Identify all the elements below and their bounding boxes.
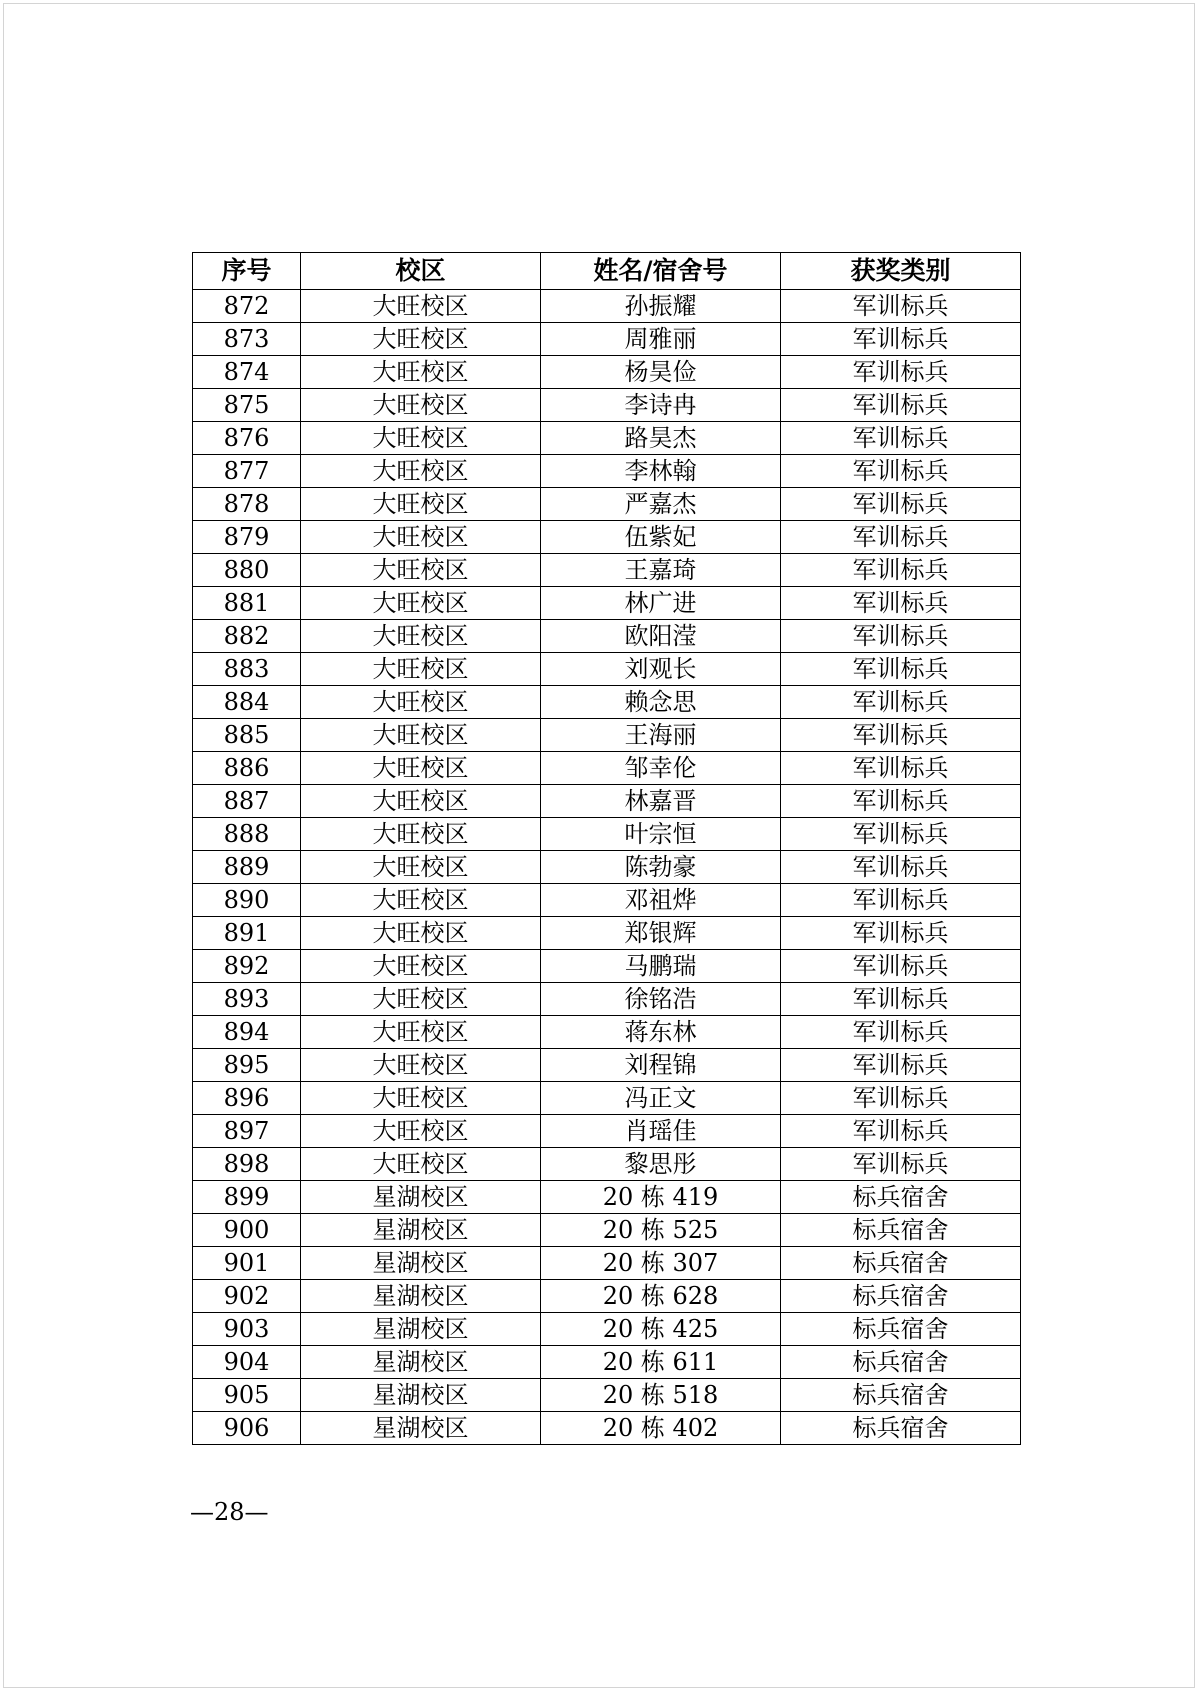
cell-name-dorm: 陈勃豪 bbox=[541, 851, 781, 884]
cell-award-category: 标兵宿舍 bbox=[781, 1379, 1021, 1412]
cell-name-dorm: 马鹏瑞 bbox=[541, 950, 781, 983]
header-campus: 校区 bbox=[301, 253, 541, 290]
cell-award-category: 军训标兵 bbox=[781, 356, 1021, 389]
cell-name-dorm: 郑银辉 bbox=[541, 917, 781, 950]
table-row bbox=[193, 521, 1021, 554]
table-row bbox=[193, 389, 1021, 422]
cell-name-dorm: 20 栋 307 bbox=[541, 1247, 781, 1280]
cell-award-category: 军训标兵 bbox=[781, 917, 1021, 950]
cell-name-dorm: 伍紫妃 bbox=[541, 521, 781, 554]
cell-award-category: 标兵宿舍 bbox=[781, 1181, 1021, 1214]
cell-award-category: 军训标兵 bbox=[781, 719, 1021, 752]
cell-campus: 大旺校区 bbox=[301, 917, 541, 950]
cell-name-dorm: 邹幸伦 bbox=[541, 752, 781, 785]
table-row bbox=[193, 1049, 1021, 1082]
cell-seq: 898 bbox=[193, 1148, 301, 1181]
cell-name-dorm: 欧阳滢 bbox=[541, 620, 781, 653]
table-row bbox=[193, 917, 1021, 950]
cell-name-dorm: 刘观长 bbox=[541, 653, 781, 686]
cell-campus: 大旺校区 bbox=[301, 356, 541, 389]
table-row bbox=[193, 290, 1021, 323]
cell-name-dorm: 李林翰 bbox=[541, 455, 781, 488]
cell-campus: 大旺校区 bbox=[301, 1115, 541, 1148]
cell-campus: 大旺校区 bbox=[301, 554, 541, 587]
cell-campus: 大旺校区 bbox=[301, 785, 541, 818]
page-number: —28— bbox=[190, 1498, 269, 1526]
table-row bbox=[193, 1148, 1021, 1181]
cell-seq: 889 bbox=[193, 851, 301, 884]
cell-seq: 875 bbox=[193, 389, 301, 422]
cell-seq: 884 bbox=[193, 686, 301, 719]
cell-name-dorm: 20 栋 402 bbox=[541, 1412, 781, 1445]
cell-campus: 星湖校区 bbox=[301, 1346, 541, 1379]
cell-seq: 890 bbox=[193, 884, 301, 917]
table-row bbox=[193, 653, 1021, 686]
cell-seq: 895 bbox=[193, 1049, 301, 1082]
cell-seq: 873 bbox=[193, 323, 301, 356]
cell-award-category: 军训标兵 bbox=[781, 1115, 1021, 1148]
cell-name-dorm: 路昊杰 bbox=[541, 422, 781, 455]
cell-seq: 892 bbox=[193, 950, 301, 983]
cell-campus: 大旺校区 bbox=[301, 422, 541, 455]
cell-campus: 大旺校区 bbox=[301, 620, 541, 653]
cell-seq: 904 bbox=[193, 1346, 301, 1379]
cell-award-category: 标兵宿舍 bbox=[781, 1313, 1021, 1346]
table-row bbox=[193, 1280, 1021, 1313]
cell-award-category: 军训标兵 bbox=[781, 785, 1021, 818]
cell-award-category: 军训标兵 bbox=[781, 1016, 1021, 1049]
cell-campus: 大旺校区 bbox=[301, 455, 541, 488]
cell-award-category: 军训标兵 bbox=[781, 950, 1021, 983]
table-row bbox=[193, 818, 1021, 851]
cell-campus: 大旺校区 bbox=[301, 983, 541, 1016]
cell-campus: 大旺校区 bbox=[301, 950, 541, 983]
header-award-category: 获奖类别 bbox=[781, 253, 1021, 290]
cell-seq: 903 bbox=[193, 1313, 301, 1346]
header-seq: 序号 bbox=[193, 253, 301, 290]
cell-award-category: 军训标兵 bbox=[781, 686, 1021, 719]
cell-campus: 大旺校区 bbox=[301, 1082, 541, 1115]
table-row bbox=[193, 356, 1021, 389]
cell-seq: 886 bbox=[193, 752, 301, 785]
cell-seq: 881 bbox=[193, 587, 301, 620]
cell-award-category: 军训标兵 bbox=[781, 818, 1021, 851]
cell-seq: 880 bbox=[193, 554, 301, 587]
cell-name-dorm: 肖瑶佳 bbox=[541, 1115, 781, 1148]
cell-seq: 902 bbox=[193, 1280, 301, 1313]
table-row bbox=[193, 488, 1021, 521]
table-row bbox=[193, 1016, 1021, 1049]
cell-award-category: 军训标兵 bbox=[781, 290, 1021, 323]
table-row bbox=[193, 686, 1021, 719]
table-row bbox=[193, 950, 1021, 983]
table-row bbox=[193, 785, 1021, 818]
table-row bbox=[193, 1313, 1021, 1346]
cell-name-dorm: 孙振耀 bbox=[541, 290, 781, 323]
cell-award-category: 标兵宿舍 bbox=[781, 1280, 1021, 1313]
cell-name-dorm: 20 栋 525 bbox=[541, 1214, 781, 1247]
cell-name-dorm: 蒋东林 bbox=[541, 1016, 781, 1049]
cell-campus: 大旺校区 bbox=[301, 818, 541, 851]
cell-campus: 大旺校区 bbox=[301, 851, 541, 884]
cell-campus: 大旺校区 bbox=[301, 323, 541, 356]
cell-campus: 星湖校区 bbox=[301, 1247, 541, 1280]
cell-seq: 885 bbox=[193, 719, 301, 752]
cell-campus: 大旺校区 bbox=[301, 653, 541, 686]
cell-award-category: 军训标兵 bbox=[781, 653, 1021, 686]
cell-name-dorm: 林广进 bbox=[541, 587, 781, 620]
cell-seq: 883 bbox=[193, 653, 301, 686]
table-row bbox=[193, 1346, 1021, 1379]
table-header bbox=[193, 253, 1021, 290]
header-row bbox=[193, 253, 1021, 290]
table-row bbox=[193, 1379, 1021, 1412]
cell-name-dorm: 20 栋 419 bbox=[541, 1181, 781, 1214]
cell-seq: 872 bbox=[193, 290, 301, 323]
cell-campus: 大旺校区 bbox=[301, 719, 541, 752]
cell-name-dorm: 徐铭浩 bbox=[541, 983, 781, 1016]
cell-seq: 876 bbox=[193, 422, 301, 455]
cell-award-category: 军训标兵 bbox=[781, 851, 1021, 884]
cell-campus: 大旺校区 bbox=[301, 488, 541, 521]
cell-award-category: 标兵宿舍 bbox=[781, 1346, 1021, 1379]
cell-name-dorm: 王嘉琦 bbox=[541, 554, 781, 587]
cell-seq: 893 bbox=[193, 983, 301, 1016]
cell-campus: 大旺校区 bbox=[301, 686, 541, 719]
cell-award-category: 军训标兵 bbox=[781, 587, 1021, 620]
cell-name-dorm: 林嘉晋 bbox=[541, 785, 781, 818]
cell-campus: 星湖校区 bbox=[301, 1412, 541, 1445]
cell-award-category: 军训标兵 bbox=[781, 620, 1021, 653]
cell-award-category: 军训标兵 bbox=[781, 1049, 1021, 1082]
cell-seq: 901 bbox=[193, 1247, 301, 1280]
cell-seq: 887 bbox=[193, 785, 301, 818]
cell-award-category: 军训标兵 bbox=[781, 455, 1021, 488]
cell-name-dorm: 严嘉杰 bbox=[541, 488, 781, 521]
cell-name-dorm: 邓祖烨 bbox=[541, 884, 781, 917]
table-row bbox=[193, 554, 1021, 587]
awards-table bbox=[192, 252, 1021, 1445]
table-row bbox=[193, 1247, 1021, 1280]
table-row bbox=[193, 983, 1021, 1016]
cell-name-dorm: 20 栋 425 bbox=[541, 1313, 781, 1346]
cell-award-category: 军训标兵 bbox=[781, 422, 1021, 455]
cell-campus: 大旺校区 bbox=[301, 587, 541, 620]
table-row bbox=[193, 1214, 1021, 1247]
cell-award-category: 军训标兵 bbox=[781, 983, 1021, 1016]
cell-name-dorm: 刘程锦 bbox=[541, 1049, 781, 1082]
cell-name-dorm: 赖念思 bbox=[541, 686, 781, 719]
cell-name-dorm: 王海丽 bbox=[541, 719, 781, 752]
cell-campus: 大旺校区 bbox=[301, 1148, 541, 1181]
cell-seq: 896 bbox=[193, 1082, 301, 1115]
cell-seq: 905 bbox=[193, 1379, 301, 1412]
table-row bbox=[193, 1115, 1021, 1148]
cell-name-dorm: 20 栋 611 bbox=[541, 1346, 781, 1379]
cell-campus: 大旺校区 bbox=[301, 1016, 541, 1049]
table-row bbox=[193, 884, 1021, 917]
table-row bbox=[193, 620, 1021, 653]
cell-name-dorm: 黎思彤 bbox=[541, 1148, 781, 1181]
cell-award-category: 军训标兵 bbox=[781, 884, 1021, 917]
cell-campus: 星湖校区 bbox=[301, 1379, 541, 1412]
cell-seq: 877 bbox=[193, 455, 301, 488]
cell-award-category: 军训标兵 bbox=[781, 1148, 1021, 1181]
cell-campus: 星湖校区 bbox=[301, 1313, 541, 1346]
cell-campus: 星湖校区 bbox=[301, 1280, 541, 1313]
cell-seq: 894 bbox=[193, 1016, 301, 1049]
cell-award-category: 标兵宿舍 bbox=[781, 1412, 1021, 1445]
table-row bbox=[193, 587, 1021, 620]
cell-award-category: 军训标兵 bbox=[781, 323, 1021, 356]
cell-name-dorm: 冯正文 bbox=[541, 1082, 781, 1115]
cell-name-dorm: 20 栋 518 bbox=[541, 1379, 781, 1412]
header-name-dorm: 姓名/宿舍号 bbox=[541, 253, 781, 290]
cell-seq: 897 bbox=[193, 1115, 301, 1148]
cell-seq: 906 bbox=[193, 1412, 301, 1445]
cell-award-category: 军训标兵 bbox=[781, 752, 1021, 785]
table-body bbox=[193, 290, 1021, 1445]
table-row bbox=[193, 851, 1021, 884]
cell-seq: 878 bbox=[193, 488, 301, 521]
cell-campus: 星湖校区 bbox=[301, 1214, 541, 1247]
table-row bbox=[193, 1181, 1021, 1214]
table-row bbox=[193, 323, 1021, 356]
cell-seq: 899 bbox=[193, 1181, 301, 1214]
cell-name-dorm: 杨昊俭 bbox=[541, 356, 781, 389]
cell-name-dorm: 李诗冉 bbox=[541, 389, 781, 422]
cell-seq: 888 bbox=[193, 818, 301, 851]
table-row bbox=[193, 1412, 1021, 1445]
cell-campus: 大旺校区 bbox=[301, 521, 541, 554]
cell-campus: 大旺校区 bbox=[301, 1049, 541, 1082]
table-row bbox=[193, 455, 1021, 488]
cell-campus: 星湖校区 bbox=[301, 1181, 541, 1214]
cell-award-category: 标兵宿舍 bbox=[781, 1214, 1021, 1247]
cell-name-dorm: 20 栋 628 bbox=[541, 1280, 781, 1313]
table-row bbox=[193, 719, 1021, 752]
cell-campus: 大旺校区 bbox=[301, 752, 541, 785]
cell-seq: 900 bbox=[193, 1214, 301, 1247]
cell-award-category: 军训标兵 bbox=[781, 389, 1021, 422]
table-row bbox=[193, 752, 1021, 785]
cell-award-category: 军训标兵 bbox=[781, 488, 1021, 521]
cell-seq: 879 bbox=[193, 521, 301, 554]
cell-award-category: 军训标兵 bbox=[781, 1082, 1021, 1115]
cell-campus: 大旺校区 bbox=[301, 884, 541, 917]
cell-name-dorm: 叶宗恒 bbox=[541, 818, 781, 851]
cell-campus: 大旺校区 bbox=[301, 389, 541, 422]
cell-campus: 大旺校区 bbox=[301, 290, 541, 323]
cell-award-category: 军训标兵 bbox=[781, 521, 1021, 554]
cell-seq: 891 bbox=[193, 917, 301, 950]
cell-seq: 874 bbox=[193, 356, 301, 389]
cell-award-category: 标兵宿舍 bbox=[781, 1247, 1021, 1280]
cell-award-category: 军训标兵 bbox=[781, 554, 1021, 587]
cell-seq: 882 bbox=[193, 620, 301, 653]
table-row bbox=[193, 1082, 1021, 1115]
table-row bbox=[193, 422, 1021, 455]
cell-name-dorm: 周雅丽 bbox=[541, 323, 781, 356]
